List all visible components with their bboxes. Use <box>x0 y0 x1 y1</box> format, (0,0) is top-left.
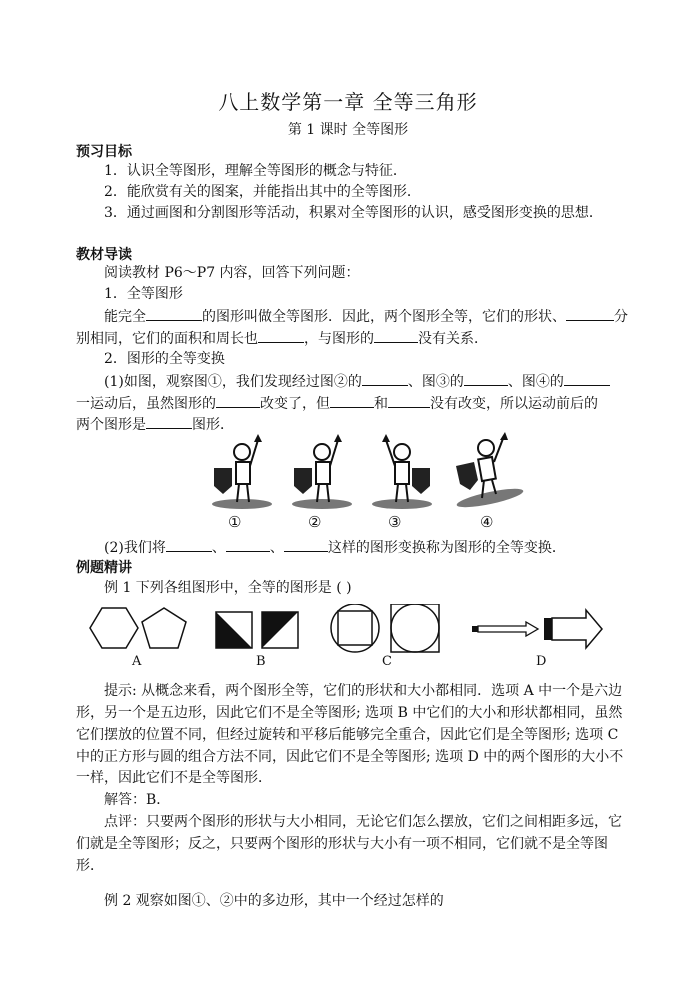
fig-caption: ④ <box>480 513 494 531</box>
example2-stem: 例 2 观察如图①、②中的多边形，其中一个经过怎样的 <box>104 893 444 909</box>
q1-line2: 别相同，它们的面积和周长也 ，与图形的 没有关系． <box>76 328 624 349</box>
lesson-subtitle: 第 1 课时 全等图形 <box>287 122 409 138</box>
hint-line: 一样，因此它们不是全等图形． <box>76 770 272 786</box>
comment-line: 点评：只要两个图形的形状与大小相同，无论它们怎么摆放，它们之间相距多远，它 <box>104 814 622 830</box>
fill-blank[interactable] <box>464 371 508 386</box>
fig-caption: ② <box>308 513 322 531</box>
option-label: B <box>256 654 266 669</box>
figure-4-icon <box>455 432 524 511</box>
q2-line3: 两个图形是 图形． <box>76 414 624 435</box>
q2-title: 2．图形的全等变换 <box>104 351 225 367</box>
fill-blank[interactable] <box>362 371 408 386</box>
transform-figures <box>200 432 540 512</box>
comment-line: 们就是全等图形；反之，只要两个图形的形状与大小有一项不相同，它们就不是全等图 <box>76 836 608 852</box>
page-title: 八上数学第一章 全等三角形 <box>218 90 478 114</box>
pentagon-icon <box>142 608 186 648</box>
fill-blank[interactable] <box>166 537 212 552</box>
fill-blank[interactable] <box>146 414 192 429</box>
fill-blank[interactable] <box>146 306 202 321</box>
fill-blank[interactable] <box>226 537 270 552</box>
option-label: D <box>536 654 547 669</box>
hint-line: 形，另一个是五边形，因此它们不是全等图形; 选项 B 中它们的大小和形状都相同，虽然 <box>76 705 623 721</box>
preview-item: 2．能欣赏有关的图案，并能指出其中的全等图形． <box>104 184 421 200</box>
square-pair-icon <box>216 612 298 648</box>
guide-heading: 教材导读 <box>76 247 132 263</box>
fill-blank[interactable] <box>284 537 328 552</box>
preview-item: 3．通过画图和分割图形等活动，积累对全等图形的认识，感受图形变换的思想． <box>104 205 603 221</box>
q2-line1: (1)如图，观察图①，我们发现经过图②的 、图③的 、图④的 <box>104 371 652 392</box>
fill-blank[interactable] <box>564 371 610 386</box>
figure-1-icon <box>212 434 272 509</box>
figure-2-icon <box>292 434 352 509</box>
hexagon-icon <box>90 608 138 648</box>
figure-3-icon <box>372 434 432 509</box>
preview-heading: 预习目标 <box>76 144 132 160</box>
fig-caption: ① <box>228 513 242 531</box>
circle-square-pair-icon <box>331 604 439 652</box>
example1-options <box>80 604 610 654</box>
answer-line: 解答：B． <box>104 792 171 808</box>
fill-blank[interactable] <box>258 328 304 343</box>
q2-part2: (2)我们将 、 、 这样的图形变换称为图形的全等变换． <box>104 537 652 558</box>
hint-line: 提示: 从概念来看，两个图形全等，它们的形状和大小都相同．选项 A 中一个是六边 <box>104 683 623 699</box>
preview-item: 1．认识全等图形，理解全等图形的概念与特征． <box>104 163 407 179</box>
hint-line: 中的正方形与圆的组合方法不同，因此它们不是全等图形; 选项 D 中的两个图形的大小不 <box>76 749 624 765</box>
example1-stem: 例 1 下列各组图形中，全等的图形是 ( ) <box>104 580 352 596</box>
fill-blank[interactable] <box>566 306 614 321</box>
fill-blank[interactable] <box>374 328 418 343</box>
q2-line2: 一运动后，虽然图形的 改变了，但 和 没有改变，所以运动前后的 <box>76 393 624 414</box>
fill-blank[interactable] <box>388 393 430 408</box>
option-label: A <box>132 654 142 669</box>
guide-intro: 阅读教材 P6～P7 内容，回答下列问题： <box>104 265 360 281</box>
fill-blank[interactable] <box>330 393 374 408</box>
q1-line1: 能完全 的图形叫做全等图形．因此，两个图形全等，它们的形状、 分 <box>104 306 652 327</box>
examples-heading: 例题精讲 <box>76 560 132 576</box>
arrow-pair-icon <box>472 610 602 648</box>
option-label: C <box>382 654 392 669</box>
q1-title: 1．全等图形 <box>104 286 183 302</box>
comment-line: 形． <box>76 858 104 874</box>
fig-caption: ③ <box>388 513 402 531</box>
hint-line: 它们摆放的位置不同，但经过旋转和平移后能够完全重合，因此它们是全等图形; 选项 C <box>76 727 619 743</box>
fill-blank[interactable] <box>216 393 260 408</box>
